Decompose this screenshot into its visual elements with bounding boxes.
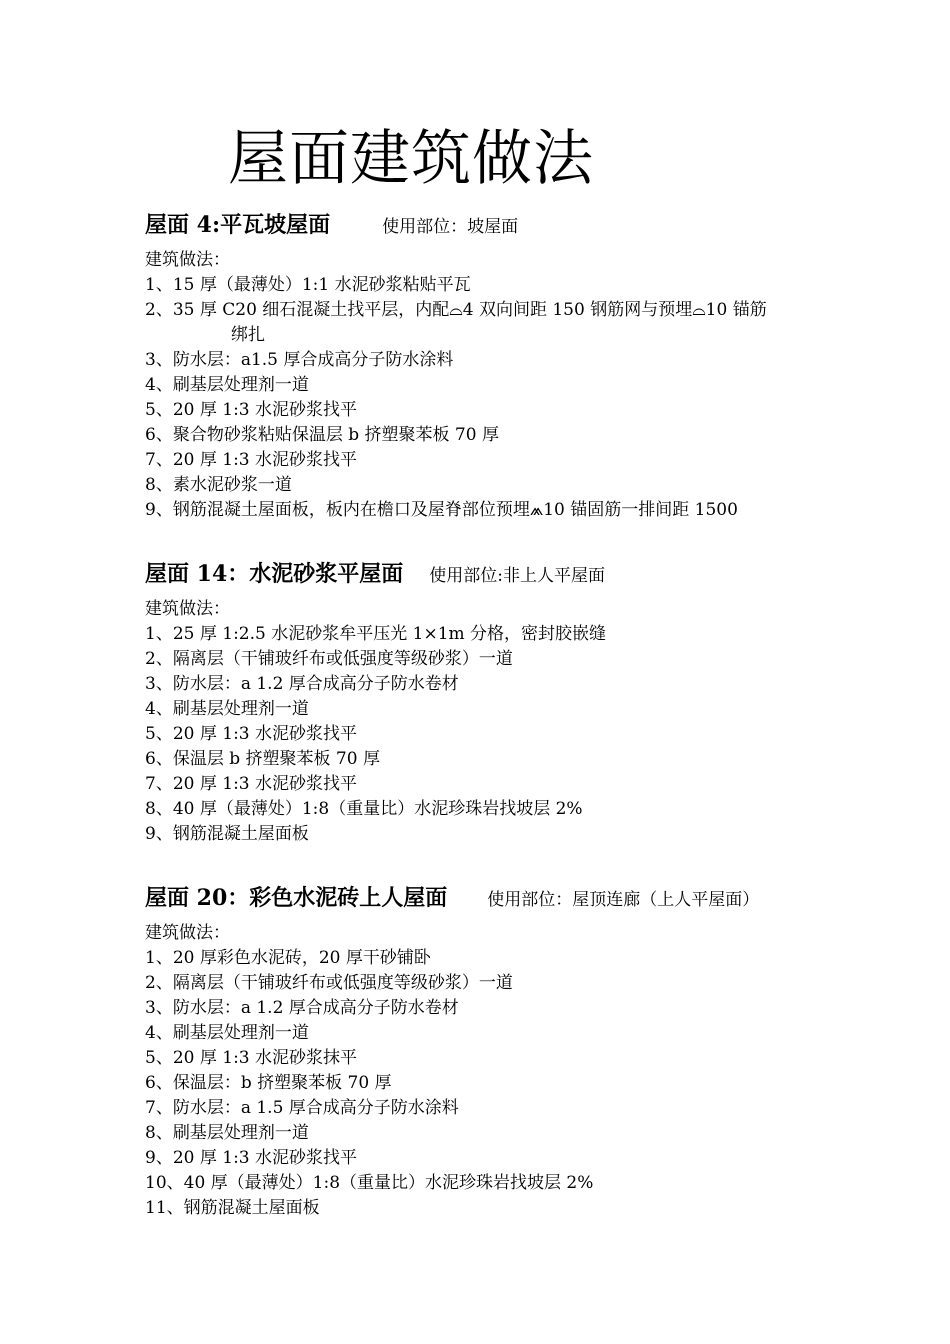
step-item: 3、防水层：a1.5 厚合成高分子防水涂料 (145, 350, 454, 370)
step-item: 8、40 厚（最薄处）1:8（重量比）水泥珍珠岩找坡层 2% (145, 799, 583, 819)
section-heading-row (145, 557, 835, 591)
step-item: 3、防水层：a 1.2 厚合成高分子防水卷材 (145, 998, 459, 1018)
roof-section-4 (145, 208, 835, 523)
step-item: 2、35 厚 C20 细石混凝土找平层，内配⌓4 双向间距 150 钢筋网与预埋⌓10 锚筋 绑扎 (145, 298, 835, 348)
usage-location: 使用部位：屋顶连廊（上人平屋面） (487, 890, 760, 910)
step-item: 6、保温层 b 挤塑聚苯板 70 厚 (145, 749, 380, 769)
step-item: 8、素水泥砂浆一道 (145, 475, 292, 495)
roof-section-14 (145, 557, 835, 847)
step-item: 7、20 厚 1:3 水泥砂浆找平 (145, 450, 358, 470)
construction-method-label: 建筑做法： (145, 250, 230, 270)
step-item: 3、防水层：a 1.2 厚合成高分子防水卷材 (145, 674, 459, 694)
step-continuation: 绑扎 (231, 325, 265, 345)
step-item: 1、20 厚彩色水泥砖，20 厚干砂铺卧 (145, 948, 431, 968)
section-heading: 屋面 4:平瓦坡屋面 (145, 212, 331, 238)
step-item: 1、15 厚（最薄处）1:1 水泥砂浆粘贴平瓦 (145, 275, 471, 295)
step-list (145, 273, 835, 523)
step-item: 7、防水层：a 1.5 厚合成高分子防水涂料 (145, 1098, 459, 1118)
step-item: 5、20 厚 1:3 水泥砂浆找平 (145, 724, 358, 744)
step-item: 11、钢筋混凝土屋面板 (145, 1198, 320, 1218)
step-item: 6、聚合物砂浆粘贴保温层 b 挤塑聚苯板 70 厚 (145, 425, 499, 445)
section-heading-row (145, 208, 835, 242)
step-item: 9、钢筋混凝土屋面板 (145, 824, 309, 844)
section-heading: 屋面 20：彩色水泥砖上人屋面 (145, 885, 448, 911)
step-item: 5、20 厚 1:3 水泥砂浆抹平 (145, 1048, 358, 1068)
construction-method-label: 建筑做法： (145, 599, 230, 619)
step-item: 7、20 厚 1:3 水泥砂浆找平 (145, 774, 358, 794)
document-title: 屋面建筑做法 (228, 124, 594, 194)
step-item: 2、隔离层（干铺玻纤布或低强度等级砂浆）一道 (145, 649, 513, 669)
section-heading: 屋面 14：水泥砂浆平屋面 (145, 561, 404, 587)
step-item: 4、刷基层处理剂一道 (145, 1023, 309, 1043)
step-list (145, 946, 835, 1221)
step-item: 10、40 厚（最薄处）1:8（重量比）水泥珍珠岩找坡层 2% (145, 1173, 594, 1193)
usage-location: 使用部位:非上人平屋面 (429, 566, 606, 586)
step-item: 6、保温层：b 挤塑聚苯板 70 厚 (145, 1073, 392, 1093)
step-item: 9、20 厚 1:3 水泥砂浆找平 (145, 1148, 358, 1168)
step-item: 9、钢筋混凝土屋面板，板内在檐口及屋脊部位预埋⩕10 锚固筋一排间距 1500 (145, 500, 738, 520)
step-item: 5、20 厚 1:3 水泥砂浆找平 (145, 400, 358, 420)
step-item: 1、25 厚 1:2.5 水泥砂浆牟平压光 1×1m 分格，密封胶嵌缝 (145, 624, 607, 644)
step-item: 4、刷基层处理剂一道 (145, 699, 309, 719)
step-list (145, 622, 835, 847)
section-heading-row (145, 881, 835, 915)
step-item: 8、刷基层处理剂一道 (145, 1123, 309, 1143)
construction-method-label: 建筑做法： (145, 923, 230, 943)
step-item: 2、隔离层（干铺玻纤布或低强度等级砂浆）一道 (145, 973, 513, 993)
usage-location: 使用部位：坡屋面 (382, 217, 519, 237)
roof-section-20 (145, 881, 835, 1221)
step-item: 4、刷基层处理剂一道 (145, 375, 309, 395)
